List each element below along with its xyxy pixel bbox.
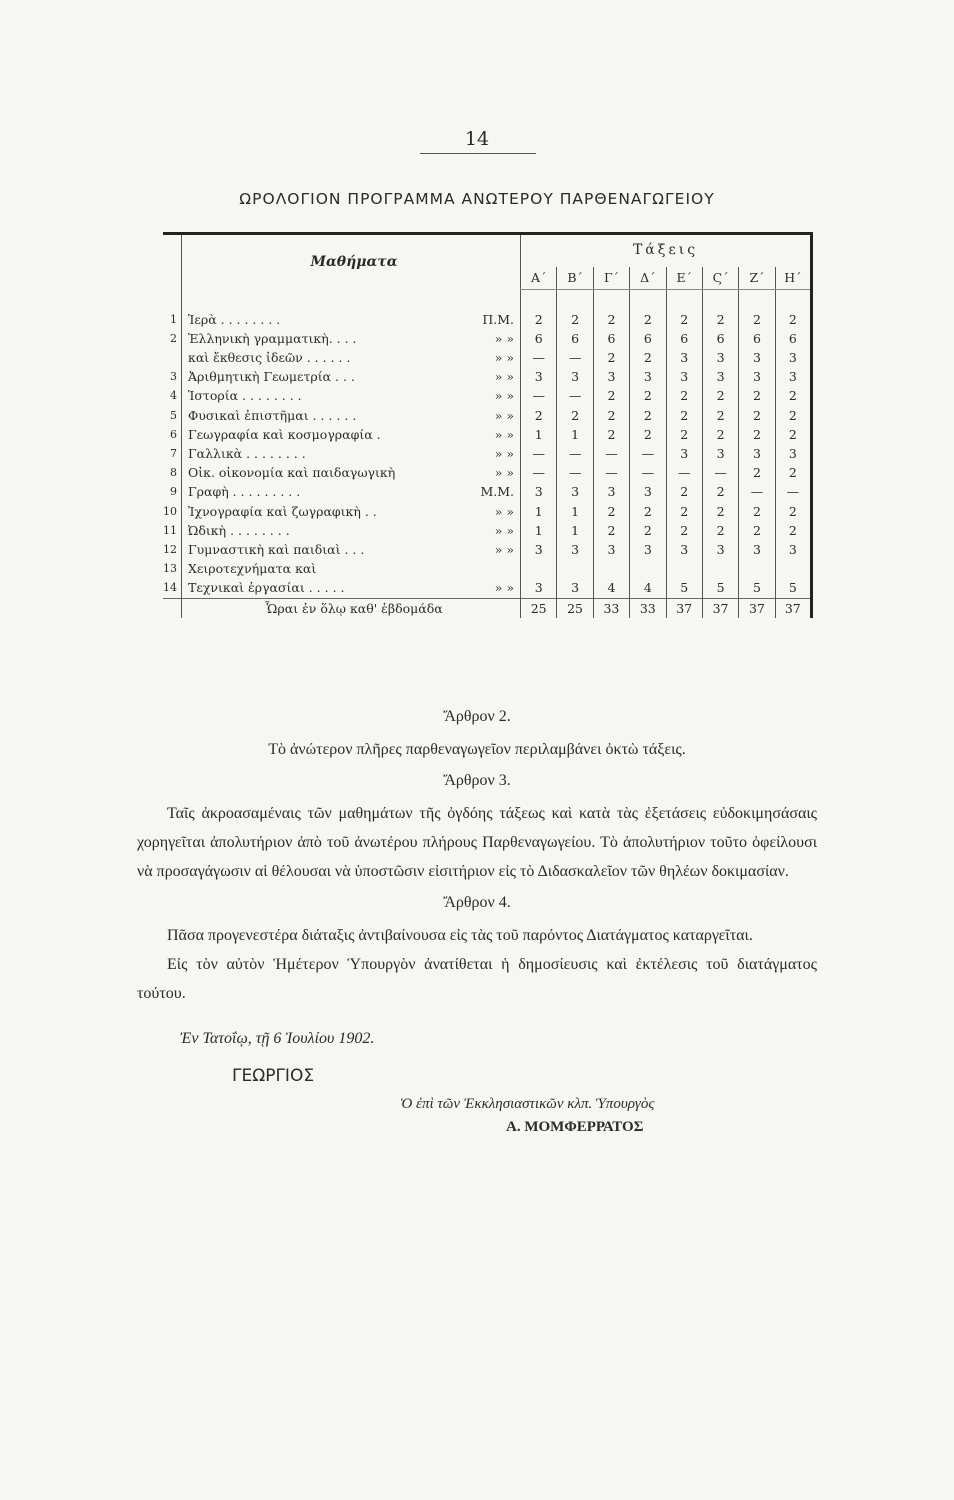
totals-label: Ὧραι ἐν ὅλῳ καθ' ἑβδομάδα xyxy=(182,598,521,618)
hours-cell: 2 xyxy=(739,310,775,329)
subject-label: Φυσικαὶ ἐπιστῆμαι . . . . . . xyxy=(188,407,357,423)
hours-cell: 1 xyxy=(521,521,557,540)
hours-cell: 5 xyxy=(702,578,738,598)
hours-note: » » xyxy=(494,426,514,442)
table-row xyxy=(163,502,812,521)
subject-name xyxy=(182,348,521,367)
hours-note: Μ.Μ. xyxy=(480,484,514,500)
hours-cell: 3 xyxy=(666,367,702,386)
hours-cell: 3 xyxy=(702,348,738,367)
row-number: 1 xyxy=(163,310,182,329)
subject-name xyxy=(182,559,521,578)
timetable xyxy=(163,232,813,618)
hours-cell: — xyxy=(593,463,629,482)
hours-cell xyxy=(557,559,593,578)
row-number: 12 xyxy=(163,540,182,559)
subject-name xyxy=(182,329,521,348)
hours-cell: — xyxy=(775,482,811,501)
article-3-heading: Ἄρθρον 3. xyxy=(443,772,511,789)
hours-cell: 6 xyxy=(521,329,557,348)
hours-cell: — xyxy=(739,482,775,501)
hours-cell: — xyxy=(521,348,557,367)
hours-cell: 2 xyxy=(739,521,775,540)
total-cell: 33 xyxy=(593,598,629,618)
hours-cell: 3 xyxy=(666,444,702,463)
table-header-row xyxy=(163,234,812,268)
total-cell: 25 xyxy=(521,598,557,618)
hours-cell: — xyxy=(557,463,593,482)
hours-cell: 3 xyxy=(630,540,666,559)
row-number: 8 xyxy=(163,463,182,482)
hours-cell: 3 xyxy=(775,540,811,559)
page-number: 14 xyxy=(464,128,490,150)
hours-cell: 1 xyxy=(557,521,593,540)
row-number: 4 xyxy=(163,386,182,405)
hours-note: » » xyxy=(494,388,514,404)
hours-cell: 2 xyxy=(521,310,557,329)
class-header: Η΄ xyxy=(775,267,811,290)
hours-cell: 3 xyxy=(702,367,738,386)
subject-label: Ἰχνογραφία καὶ ζωγραφικὴ . . xyxy=(188,503,377,519)
totals-row xyxy=(163,598,812,618)
hours-cell: 1 xyxy=(557,502,593,521)
hours-cell: 3 xyxy=(593,540,629,559)
hours-cell: 3 xyxy=(593,482,629,501)
hours-note: » » xyxy=(494,503,514,519)
hours-cell: 2 xyxy=(666,406,702,425)
subject-label: καὶ ἔκθεσις ἰδεῶν . . . . . . xyxy=(188,349,351,365)
subject-label: Ὠδικὴ . . . . . . . . xyxy=(188,522,290,538)
document-title: ΩΡΟΛΟΓΙΟΝ ΠΡΟΓΡΑΜΜΑ ΑΝΩΤΕΡΟΥ ΠΑΡΘΕΝΑΓΩΓΕΙΟΥ xyxy=(239,190,715,208)
subject-label: Γραφὴ . . . . . . . . . xyxy=(188,484,301,500)
hours-cell: 2 xyxy=(593,502,629,521)
table-row xyxy=(163,329,812,348)
hours-cell: 3 xyxy=(521,540,557,559)
hours-cell: 2 xyxy=(630,348,666,367)
hours-cell: 3 xyxy=(521,482,557,501)
class-header: Β΄ xyxy=(557,267,593,290)
subject-label: Γυμναστικὴ καὶ παιδιαὶ . . . xyxy=(188,541,365,557)
subject-name xyxy=(182,482,521,501)
row-number: 13 xyxy=(163,559,182,578)
hours-cell: 6 xyxy=(557,329,593,348)
table-row xyxy=(163,444,812,463)
subject-label: Ἱερὰ . . . . . . . . xyxy=(188,311,281,327)
class-header: Ϛ΄ xyxy=(702,267,738,290)
hours-cell: 2 xyxy=(630,425,666,444)
subject-name xyxy=(182,367,521,386)
hours-cell: 1 xyxy=(521,425,557,444)
hours-cell: 2 xyxy=(666,521,702,540)
class-header: Γ΄ xyxy=(593,267,629,290)
hours-cell: 2 xyxy=(593,425,629,444)
hours-cell: 2 xyxy=(630,521,666,540)
subject-label: Γαλλικὰ . . . . . . . . xyxy=(188,445,306,461)
subjects-header: Μαθήματα xyxy=(182,234,521,290)
hours-cell: — xyxy=(557,444,593,463)
hours-cell: — xyxy=(521,463,557,482)
hours-cell: 3 xyxy=(702,444,738,463)
hours-cell: 2 xyxy=(593,348,629,367)
subject-name xyxy=(182,444,521,463)
subject-label: Γεωγραφία καὶ κοσμογραφία . xyxy=(188,426,381,442)
subject-label: Ἑλληνικὴ γραμματικὴ. . . . xyxy=(188,330,357,346)
class-header: Ε΄ xyxy=(666,267,702,290)
hours-cell: 2 xyxy=(702,386,738,405)
hours-cell: 3 xyxy=(702,540,738,559)
hours-cell: 2 xyxy=(557,406,593,425)
hours-cell: 3 xyxy=(557,367,593,386)
hours-cell: 3 xyxy=(739,444,775,463)
date-line: Ἐν Τατοΐῳ, τῇ 6 Ἰουλίου 1902. xyxy=(180,1030,375,1047)
article-2-heading: Ἄρθρον 2. xyxy=(443,708,511,725)
hours-cell: 2 xyxy=(557,310,593,329)
hours-cell: 3 xyxy=(557,482,593,501)
subject-label: Οἰκ. οἰκονομία καὶ παιδαγωγικὴ xyxy=(188,465,396,481)
subject-name xyxy=(182,463,521,482)
hours-cell: 2 xyxy=(775,463,811,482)
row-number: 5 xyxy=(163,406,182,425)
hours-cell: 2 xyxy=(630,406,666,425)
page-number-rule xyxy=(420,153,536,154)
hours-cell: 1 xyxy=(557,425,593,444)
classes-header: Τάξεις xyxy=(521,234,812,268)
minister-title: Ὁ ἐπὶ τῶν Ἐκκλησιαστικῶν κλπ. Ὑπουργὸς xyxy=(400,1096,655,1112)
hours-cell: 2 xyxy=(666,310,702,329)
row-number: 6 xyxy=(163,425,182,444)
hours-cell: 3 xyxy=(557,540,593,559)
total-cell: 37 xyxy=(702,598,738,618)
hours-cell: 3 xyxy=(666,540,702,559)
hours-cell: 2 xyxy=(666,425,702,444)
hours-cell: 3 xyxy=(739,348,775,367)
subject-name xyxy=(182,578,521,598)
hours-cell xyxy=(666,559,702,578)
hours-cell: — xyxy=(593,444,629,463)
row-number: 11 xyxy=(163,521,182,540)
row-number: 2 xyxy=(163,329,182,348)
table-row xyxy=(163,406,812,425)
hours-note: » » xyxy=(494,330,514,346)
article-2-text: Τὸ ἀνώτερον πλῆρες παρθεναγωγεῖον περιλαμβάνει ὀκτὼ τάξεις. xyxy=(268,741,686,758)
hours-cell: 2 xyxy=(775,386,811,405)
article-4-text: Πᾶσα προγενεστέρα διάταξις ἀντιβαίνουσα εἰς τὰς τοῦ παρόντος Διατάγματος καταργεῖται. xyxy=(167,927,753,944)
total-cell: 33 xyxy=(630,598,666,618)
hours-cell: 2 xyxy=(739,502,775,521)
subject-name xyxy=(182,406,521,425)
hours-cell: 5 xyxy=(666,578,702,598)
table-row xyxy=(163,425,812,444)
total-cell: 37 xyxy=(666,598,702,618)
hours-cell: 2 xyxy=(775,310,811,329)
hours-note: » » xyxy=(494,580,514,596)
hours-cell: 3 xyxy=(666,348,702,367)
hours-cell: 2 xyxy=(775,521,811,540)
hours-cell: 3 xyxy=(775,444,811,463)
class-header: Ζ΄ xyxy=(739,267,775,290)
hours-cell: 2 xyxy=(739,425,775,444)
total-cell: 37 xyxy=(775,598,811,618)
closing-text: Εἰς τὸν αὐτὸν Ἡμέτερον Ὑπουργὸν ἀνατίθεται ἡ δημοσίευσις καὶ ἐκτέλεσις τοῦ διατάγματος τούτου. xyxy=(137,956,817,1002)
row-number xyxy=(163,598,182,618)
hours-cell: — xyxy=(521,386,557,405)
hours-cell: 3 xyxy=(593,367,629,386)
hours-cell: 2 xyxy=(702,425,738,444)
hours-cell: — xyxy=(702,463,738,482)
hours-cell: 3 xyxy=(775,367,811,386)
hours-cell: — xyxy=(557,348,593,367)
hours-cell: 2 xyxy=(593,310,629,329)
subject-name xyxy=(182,521,521,540)
hours-cell xyxy=(739,559,775,578)
decree-body xyxy=(137,700,817,1136)
hours-cell: 3 xyxy=(739,540,775,559)
hours-cell: 2 xyxy=(775,406,811,425)
hours-note: » » xyxy=(494,369,514,385)
subject-label: Χειροτεχνήματα καὶ xyxy=(188,561,317,577)
hours-cell: 3 xyxy=(557,578,593,598)
hours-cell: 6 xyxy=(739,329,775,348)
hours-cell: 6 xyxy=(593,329,629,348)
subject-name xyxy=(182,540,521,559)
hours-cell: 3 xyxy=(521,578,557,598)
subject-name xyxy=(182,502,521,521)
hours-cell: 2 xyxy=(739,463,775,482)
class-header: Α΄ xyxy=(521,267,557,290)
hours-cell: 2 xyxy=(739,406,775,425)
row-number: 3 xyxy=(163,367,182,386)
hours-cell: 1 xyxy=(521,502,557,521)
subject-label: Ἀριθμητικὴ Γεωμετρία . . . xyxy=(188,369,355,385)
subject-name xyxy=(182,386,521,405)
hours-cell: 2 xyxy=(702,406,738,425)
hours-cell: 5 xyxy=(739,578,775,598)
row-number: 9 xyxy=(163,482,182,501)
hours-note: » » xyxy=(494,349,514,365)
hours-cell: 2 xyxy=(593,521,629,540)
hours-note: » » xyxy=(494,522,514,538)
hours-cell: 3 xyxy=(630,482,666,501)
subject-name xyxy=(182,425,521,444)
hours-cell: 4 xyxy=(593,578,629,598)
table-row xyxy=(163,367,812,386)
king-signature: ΓΕΩΡΓΙΟΣ xyxy=(232,1066,315,1086)
hours-cell: 4 xyxy=(630,578,666,598)
hours-cell: 2 xyxy=(702,310,738,329)
hours-cell: — xyxy=(557,386,593,405)
row-number: 14 xyxy=(163,578,182,598)
hours-cell: 2 xyxy=(630,386,666,405)
hours-cell: — xyxy=(630,444,666,463)
hours-cell xyxy=(593,559,629,578)
hours-cell: — xyxy=(630,463,666,482)
hours-cell: 2 xyxy=(702,482,738,501)
minister-name: Α. ΜΟΜΦΕΡΡΑΤΟΣ xyxy=(506,1119,644,1135)
hours-cell: 2 xyxy=(666,502,702,521)
hours-cell: 2 xyxy=(630,310,666,329)
row-number: 10 xyxy=(163,502,182,521)
hours-cell xyxy=(702,559,738,578)
hours-cell: 2 xyxy=(521,406,557,425)
hours-cell: 2 xyxy=(702,521,738,540)
hours-cell: 2 xyxy=(593,386,629,405)
hours-cell: 2 xyxy=(775,425,811,444)
hours-cell: 2 xyxy=(593,406,629,425)
hours-note: » » xyxy=(494,541,514,557)
hours-cell xyxy=(521,559,557,578)
table-row xyxy=(163,540,812,559)
hours-cell: 6 xyxy=(630,329,666,348)
hours-cell: 3 xyxy=(739,367,775,386)
hours-cell: 2 xyxy=(739,386,775,405)
article-4-heading: Ἄρθρον 4. xyxy=(443,894,511,911)
hours-cell: 3 xyxy=(630,367,666,386)
table-row xyxy=(163,463,812,482)
hours-cell: 6 xyxy=(775,329,811,348)
table-row xyxy=(163,386,812,405)
table-row xyxy=(163,348,812,367)
hours-cell: — xyxy=(521,444,557,463)
hours-cell: 3 xyxy=(775,348,811,367)
hours-cell: 5 xyxy=(775,578,811,598)
row-number xyxy=(163,348,182,367)
table-row xyxy=(163,482,812,501)
hours-note: » » xyxy=(494,465,514,481)
hours-cell: 3 xyxy=(521,367,557,386)
hours-cell: 2 xyxy=(702,502,738,521)
hours-cell: 2 xyxy=(775,502,811,521)
table-row xyxy=(163,578,812,598)
hours-cell: — xyxy=(666,463,702,482)
subject-label: Ἱστορία . . . . . . . . xyxy=(188,388,302,404)
class-header: Δ΄ xyxy=(630,267,666,290)
hours-cell: 6 xyxy=(702,329,738,348)
subject-name xyxy=(182,310,521,329)
hours-note: Π.Μ. xyxy=(482,311,514,327)
row-number: 7 xyxy=(163,444,182,463)
hours-note: » » xyxy=(494,445,514,461)
total-cell: 25 xyxy=(557,598,593,618)
hours-note: » » xyxy=(494,407,514,423)
hours-cell: 2 xyxy=(666,386,702,405)
hours-cell: 2 xyxy=(666,482,702,501)
article-3-text: Ταῖς ἀκροασαμέναις τῶν μαθημάτων τῆς ὀγδόης τάξεως καὶ κατὰ τὰς ἐξετάσεις εὐδοκιμησάσαις χορηγεῖται ἀπολυτήριον ἀπὸ τοῦ ἀνωτέρου πλήρους Παρθεναγωγείου. Τὸ ἀπολυτήριον τοῦτο ὀφείλουσι νὰ προσαγάγωσιν αἱ θέλουσαι νὰ ὑποστῶσιν εἰσιτήριον εἰς τὸ Διδασκαλεῖον τῶν θηλέων δοκιμασίαν. xyxy=(137,805,817,880)
subject-label: Τεχνικαὶ ἐργασίαι . . . . . xyxy=(188,580,345,596)
hours-cell: 6 xyxy=(666,329,702,348)
hours-cell xyxy=(630,559,666,578)
hours-cell xyxy=(775,559,811,578)
table-row xyxy=(163,521,812,540)
table-row xyxy=(163,559,812,578)
total-cell: 37 xyxy=(739,598,775,618)
hours-cell: 2 xyxy=(630,502,666,521)
table-row xyxy=(163,310,812,329)
